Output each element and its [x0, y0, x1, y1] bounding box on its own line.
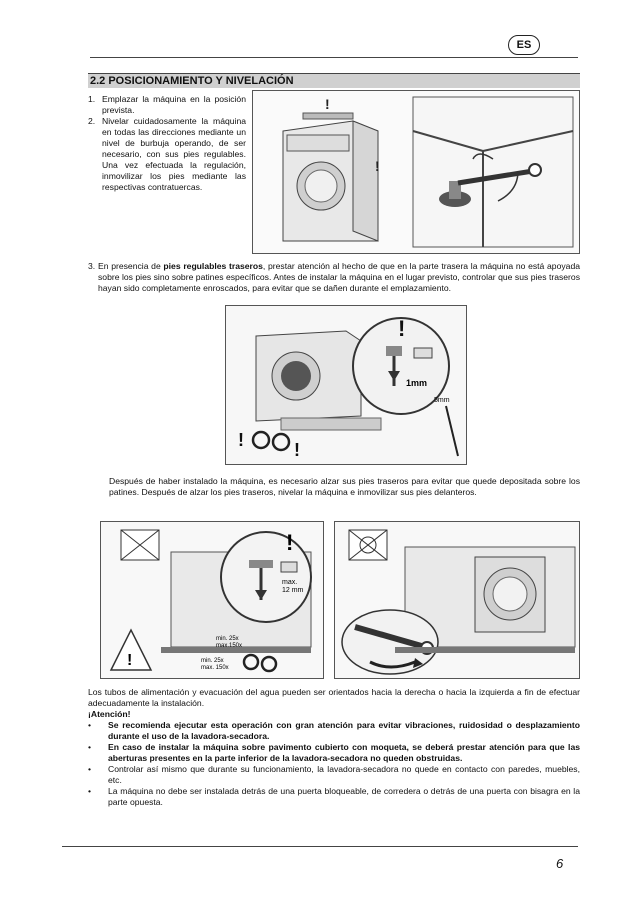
step3-bold: pies regulables traseros [163, 261, 263, 271]
step-item [88, 94, 246, 116]
step-number: 2. [88, 116, 96, 126]
svg-text:!: ! [238, 430, 244, 450]
label-min2: min. 25x [201, 658, 224, 664]
step-3-paragraph [88, 261, 580, 294]
pipes-paragraph: Los tubos de alimentación y evacuación del agua pueden ser orientados hacia la derecha o hacia la izquierda a fin de efectuar adecuadamente la instalación. [88, 687, 580, 708]
section-title: 2.2 POSICIONAMIENTO Y NIVELACIÓN [88, 73, 580, 88]
svg-text:!: ! [398, 316, 406, 341]
step-text: Emplazar la máquina en la posición prevista. [102, 94, 246, 115]
washing-machine-level-illustration [253, 91, 579, 253]
label-1mm: 1mm [406, 378, 428, 388]
header-rule [90, 57, 578, 58]
adjust-feet-right-illustration [335, 522, 579, 678]
attention-item-text: Se recomienda ejecutar esta operación con gran atención para evitar vibraciones, ruidosidad o desplazamiento durante el uso de la lavadora-secadora. [108, 720, 580, 741]
label-max-val: 12 mm [282, 587, 304, 594]
bullet-icon: • [88, 764, 92, 774]
step3-post: , prestar atención al hecho de que en la parte trasera la máquina no está apoyada sobre los pies sino sobre patines específicos. Antes de instalar la máquina en el lugar previsto, controlar que sus pies traseros hayan sido completamente enroscados, para evitar que se dañen durante el emplazamiento. [98, 261, 581, 293]
label-5mm: 5mm [434, 397, 450, 404]
step-item [88, 116, 246, 193]
page-number: 6 [556, 856, 564, 871]
adjust-feet-figure-right [334, 521, 580, 679]
adjust-feet-figure-left [100, 521, 324, 679]
svg-text:!: ! [286, 530, 294, 555]
rear-feet-figure [225, 305, 467, 465]
steps-list [88, 94, 246, 193]
list-item [88, 720, 580, 742]
step-number: 3. [88, 261, 96, 271]
language-badge: ES [508, 35, 540, 55]
list-item [88, 742, 580, 764]
attention-item-text: Controlar así mismo que durante su funcionamiento, la lavadora-secadora no quede en contacto con paredes, muebles, etc. [108, 764, 580, 785]
label-max2: max. 150x [201, 665, 229, 671]
attention-item-text: La máquina no debe ser instalada detrás de una puerta bloqueable, de corredera o detrás de una puerta con bisagra en la parte opuesta. [108, 786, 580, 807]
step-number: 1. [88, 94, 96, 104]
svg-text:!: ! [325, 96, 330, 112]
bullet-icon: • [88, 720, 92, 730]
label-max: max. [282, 579, 298, 586]
attention-item-text: En caso de instalar la máquina sobre pavimento cubierto con moqueta, se deberá prestar atención para que las aberturas presentes en la parte inferior de la lavadora-secadora no queden obstruidas. [108, 742, 580, 763]
pipes-and-attention [88, 687, 580, 808]
step-text: Nivelar cuidadosamente la máquina en todas las direcciones mediante un nivel de burbuja operando, de ser necesario, con sus pies regulables. Una vez efectuada la regulación, inmovilizar los pies mediante las respectivas contratuercas. [102, 116, 246, 192]
footer-rule [62, 846, 578, 847]
svg-text:!: ! [375, 158, 380, 174]
bullet-icon: • [88, 742, 92, 752]
attention-title: ¡Atención! [88, 709, 131, 719]
label-min1: min. 25x [216, 636, 239, 642]
step-text [98, 261, 580, 294]
rear-feet-illustration [226, 306, 466, 464]
list-item [88, 764, 580, 786]
attention-list [88, 720, 580, 808]
step3-pre: En presencia de [98, 261, 164, 271]
after-install-paragraph: Después de haber instalado la máquina, es necesario alzar sus pies traseros para evitar que quede depositada sobre los patines. Después de alzar los pies traseros, nivelar la máquina e inmovilizar sus pies delanteros. [109, 476, 580, 497]
list-item [88, 786, 580, 808]
adjust-feet-left-illustration [101, 522, 323, 678]
label-max1: max.150x [216, 643, 243, 649]
svg-text:!: ! [127, 652, 133, 669]
svg-text:!: ! [294, 440, 300, 460]
bullet-icon: • [88, 786, 92, 796]
leveling-figure [252, 90, 580, 254]
